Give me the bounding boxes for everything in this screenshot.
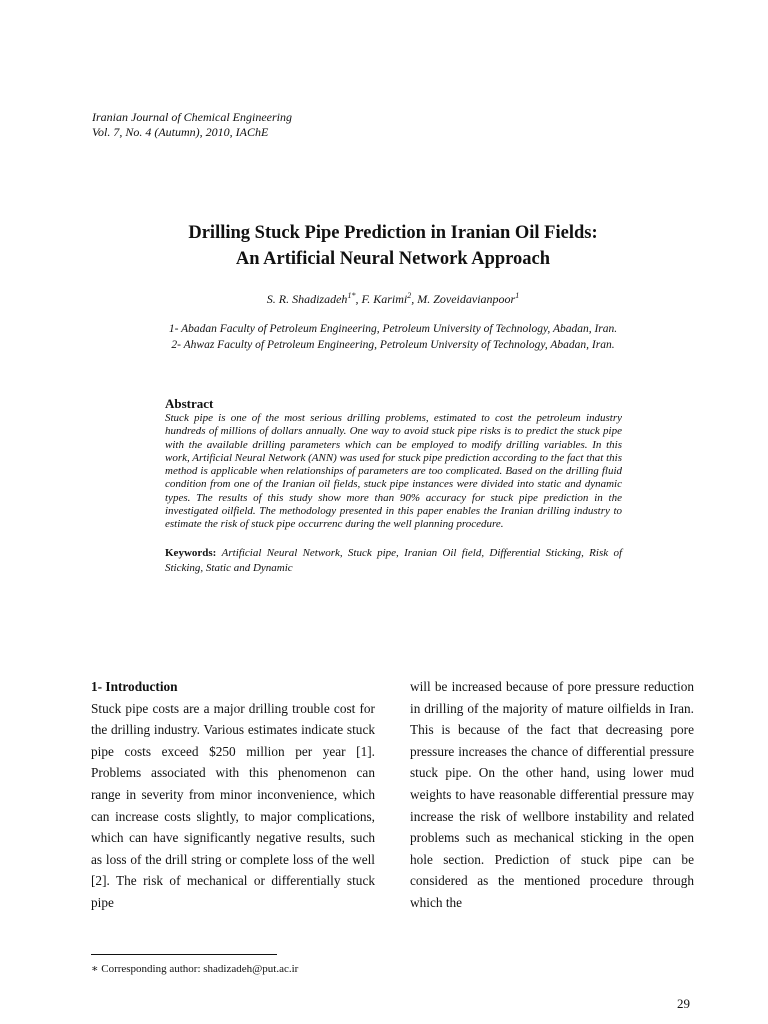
introduction-text-right: will be increased because of pore pressure reduction in drilling of the majority of mature oilfields in Iran. This is because of the fact that decreasing pore pressure increases the chance of differential pressure stuck pipe. On the other hand, using lower mud weights to have reasonable differential pressure may increase the risk of wellbore instability and related problems such as mechanical sticking in the open hole section. Prediction of stuck pipe can be considered as the mentioned procedure through which the — [410, 679, 694, 910]
footnote-divider — [91, 954, 277, 955]
author-1-affil: 1* — [347, 291, 356, 300]
journal-name: Iranian Journal of Chemical Engineering — [92, 110, 292, 124]
title-line-1: Drilling Stuck Pipe Prediction in Iranian Oil Fields: — [188, 223, 598, 243]
author-3-affil: 1 — [515, 291, 520, 300]
section-heading-introduction: 1- Introduction — [91, 679, 178, 694]
title-line-2: An Artificial Neural Network Approach — [235, 249, 551, 269]
footnote-corresponding-author: ∗ Corresponding author: shadizadeh@put.ac.ir — [91, 963, 299, 975]
keywords-label: Keywords: — [165, 546, 217, 559]
author-2: F. Karimi — [361, 292, 408, 306]
introduction-text-left: Stuck pipe costs are a major drilling trouble cost for the drilling industry. Various estimates indicate stuck pipe costs exceed $250 million per year [1]. Problems associated with this phenomenon can range in severity from minor inconvenience, which can increase costs slightly, to major complications, which can have significantly negative results, such as loss of the drill string or complete loss of the well [2]. The risk of mechanical or differentially stuck pipe — [91, 700, 375, 910]
author-separator: , — [411, 292, 418, 306]
author-separator: , — [355, 292, 362, 306]
affiliation-1: 1- Abadan Faculty of Petroleum Engineering, Petroleum University of Technology, Abadan, Iran. — [168, 323, 618, 335]
abstract-text: Stuck pipe is one of the most serious drilling problems, estimated to cost the petroleum industry hundreds of millions of dollars annually. One way to avoid stuck pipe risks is to predict the stuck pipe with the available drilling parameters which can be employed to modify drilling variables. In this work, Artificial Neural Network (ANN) was used for stuck pipe prediction according to the fact that this method is applicable when relationships of parameters are too complicated. Based on the drilling fluid condition from one of the Iranian oil fields, stuck pipe instances were divided into static and dynamic types. The results of this study show more than 90% accuracy for stuck pipe prediction in the investigated oilfield. The methodology presented in this paper enables the Iranian drilling industry to estimate the risk of stuck pipe occurrenc during the well planning procedure. — [165, 412, 622, 531]
affiliation-2: 2- Ahwaz Faculty of Petroleum Engineering, Petroleum University of Technology, Abadan, Iran. — [171, 339, 615, 351]
body-column-left — [91, 676, 375, 914]
page-number: 29 — [677, 996, 690, 1011]
journal-volume: Vol. 7, No. 4 (Autumn), 2010, IAChE — [92, 125, 269, 139]
author-2-affil: 2 — [407, 291, 412, 300]
keywords — [165, 546, 622, 576]
journal-header — [92, 110, 292, 140]
abstract-heading: Abstract — [165, 396, 214, 411]
author-list — [0, 291, 768, 307]
keywords-text: Artificial Neural Network, Stuck pipe, Iranian Oil field, Differential Sticking, Risk of Sticking, Static and Dynamic — [165, 546, 622, 574]
author-3: M. Zoveidavianpoor — [417, 292, 516, 306]
body-column-right — [410, 676, 694, 914]
author-1: S. R. Shadizadeh — [266, 292, 348, 306]
affiliations — [0, 321, 768, 353]
abstract-section — [165, 395, 622, 576]
paper-title — [0, 220, 768, 272]
